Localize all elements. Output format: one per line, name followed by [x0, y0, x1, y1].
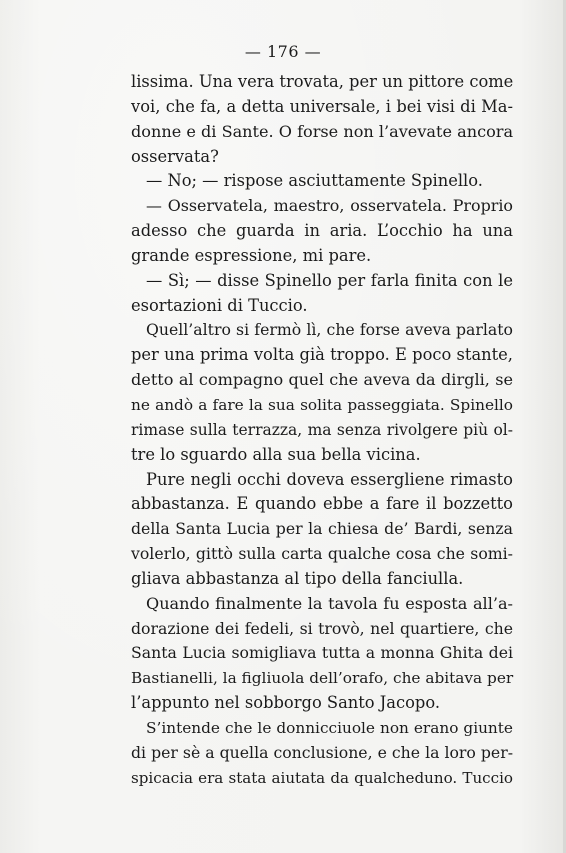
text-line: lissima. Una vera trovata, per un pittore come	[131, 72, 514, 91]
text-line: Quell’altro si fermò lì, che forse aveva parlato	[146, 320, 513, 340]
text-line: spicacia era stata aiutata da qualcheduno. Tuccio	[131, 768, 513, 787]
text-line: Quando finalmente la tavola fu esposta all’a-	[146, 593, 513, 613]
text-line: detto al compagno quel che aveva da dirgli, se	[131, 370, 513, 390]
text-line: rimase sulla terrazza, ma senza rivolgere più ol-	[131, 420, 513, 439]
text-line: tre lo sguardo alla sua bella vicina.	[131, 444, 421, 464]
text-line: abbastanza. E quando ebbe a fare il bozzetto	[131, 494, 513, 514]
text-line: voi, che fa, a detta universale, i bei visi di Ma-	[131, 96, 513, 116]
text-line: donne e di Sante. O forse non l’avevate ancora	[131, 121, 514, 141]
text-line: Pure negli occhi doveva essergliene rimasto	[146, 469, 513, 489]
text-line: volerlo, gittò sulla carta qualche cosa che somi-	[131, 544, 513, 564]
text-line: gliava abbastanza al tipo della fanciulla.	[131, 568, 464, 588]
text-line: adesso che guarda in aria. L’occhio ha una	[131, 221, 513, 241]
text-line: — Sì; — disse Spinello per farla finita con le	[146, 270, 513, 290]
text-line: ne andò a fare la sua solita passeggiata. Spinello	[131, 395, 513, 414]
text-line: l’appunto nel sobborgo Santo Jacopo.	[131, 693, 441, 713]
text-line: Santa Lucia somigliava tutta a monna Ghita dei	[131, 643, 513, 663]
text-line: di per sè a quella conclusione, e che la loro per-	[131, 742, 513, 762]
text-line: — No; — rispose asciuttamente Spinello.	[146, 171, 483, 191]
text-line: grande espressione, mi pare.	[131, 245, 372, 265]
page-number: — 176 —	[244, 42, 322, 61]
text-line: S’intende che le donnicciuole non erano giunte	[146, 718, 513, 737]
text-line: — Osservatela, maestro, osservatela. Proprio	[146, 196, 513, 216]
text-line: osservata?	[131, 146, 219, 166]
text-line: Bastianelli, la figliuola dell’orafo, che abitava per	[131, 669, 514, 688]
text-line: esortazioni di Tuccio.	[131, 295, 308, 315]
text-line: della Santa Lucia per la chiesa de’ Bardi, senza	[131, 519, 513, 539]
body-text	[131, 70, 513, 790]
text-line: dorazione dei fedeli, si trovò, nel quartiere, che	[131, 618, 513, 638]
text-line: per una prima volta già troppo. E poco stante,	[131, 345, 513, 365]
